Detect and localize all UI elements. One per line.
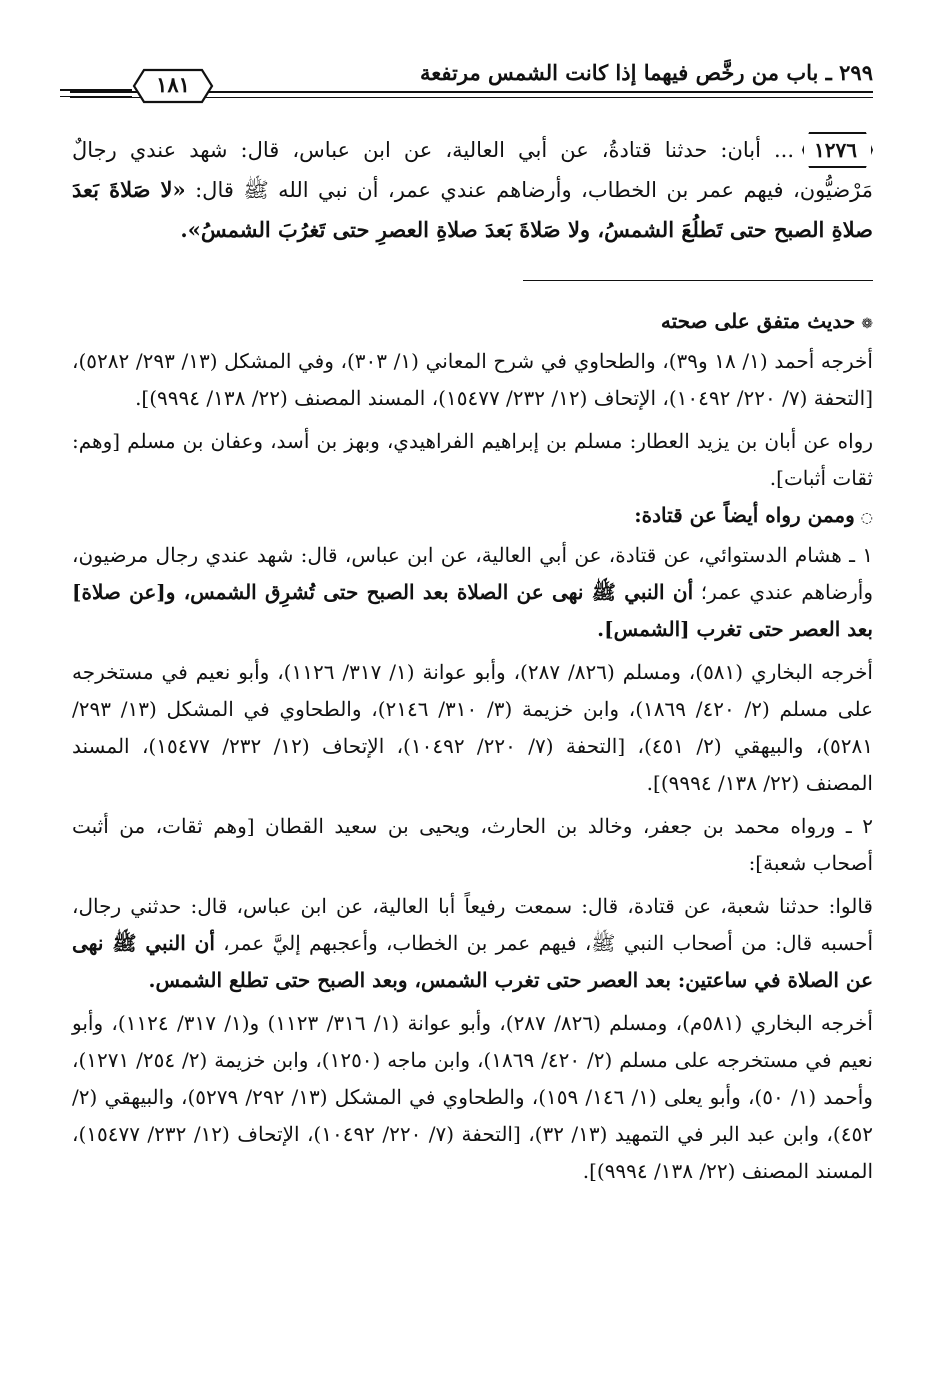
hadith-text: «لا صَلاةَ بَعدَ صلاةِ الصبح حتى تَطلُعَ الشمسُ، ولا صَلاةَ بَعدَ صلاةِ العصرِ حتى تَغرُبَ الشمسُ».: [72, 177, 873, 242]
grade-heading: [72, 303, 873, 343]
flower-bullet-icon: ❁: [861, 316, 873, 332]
route-1-matn: أن النبي ﷺ نهى عن الصلاة بعد الصبح حتى تُشرِق الشمس، و[عن صلاة] بعد العصر حتى تغرب [الشمس].: [72, 580, 873, 641]
route-1-paragraph: [72, 537, 873, 648]
footnote-separator: [523, 280, 873, 281]
chapter-title: ٢٩٩ ـ باب من رخَّص فيهما إذا كانت الشمس مرتفعة: [420, 60, 873, 85]
hadith-paragraph: [72, 130, 873, 250]
takhrij-paragraph-1: أخرجه أحمد (١/ ١٨ و٣٩)، والطحاوي في شرح المعاني (١/ ٣٠٣)، وفي المشكل (١٣/ ٢٩٣/ ٥٢٨٢)، [التحفة (٧/ ٢٢٠/ ١٠٤٩٢)، الإتحاف (١٢/ ٢٣٢/ ١٥٤٧٧)، المسند المصنف (٢٢/ ١٣٨/ ٩٩٩٤)].: [72, 349, 873, 410]
route-2-text: قالوا: حدثنا شعبة، عن قتادة، قال: سمعت رفيعاً أبا العالية، عن ابن عباس، قال: حدثني رجال، أحسبه قال: من أصحاب النبي ﷺ، فيهم عمر بن الخطاب، وأعجبهم إليَّ عمر،: [72, 894, 874, 955]
page-content: [72, 130, 873, 1190]
others-heading-text: وممن رواه أيضاً عن قتادة:: [634, 503, 855, 527]
route-2-matn: أن النبي ﷺ نهى عن الصلاة في ساعتين: بعد العصر حتى تغرب الشمس، وبعد الصبح حتى تطلع الشمس.: [72, 931, 873, 992]
route-2-text-paragraph: [72, 888, 873, 999]
takhrij-paragraph-3: أخرجه البخاري (٥٨١م)، ومسلم (٨٢٦/ ٢٨٧)، وأبو عوانة (١/ ٣١٦/ ١١٢٣) و(١/ ٣١٧/ ١١٢٤)، وأبو نعيم في مستخرجه على مسلم (٢/ ٤٢٠/ ١٨٦٩)، وابن ماجه (١٢٥٠)، وابن خزيمة (٢/ ٢٥٤/ ١٢٧١)، وأحمد (١/ ٥٠)، وأبو يعلى (١/ ١٤٦/ ١٥٩)، والطحاوي في المشكل (١٣/ ٢٩٢/ ٥٢٧٩)، والبيهقي (٢/ ٤٥٢)، وابن عبد البر في التمهيد (١٣/ ٣٢)، [التحفة (٧/ ٢٢٠/ ١٠٤٩٢)، الإتحاف (١٢/ ٢٣٢/ ١٥٤٧٧)، المسند المصنف (٢٢/ ١٣٨/ ٩٩٩٤)].: [72, 1011, 873, 1183]
route-2-paragraph: ٢ ـ ورواه محمد بن جعفر، وخالد بن الحارث، ويحيى بن سعيد القطان [وهم ثقات، من أثبت أصحاب شعبة]:: [72, 814, 873, 875]
page-header: [70, 55, 873, 100]
header-rule-left: [60, 89, 132, 97]
hadith-intro: ... أبان: حدثنا قتادةُ، عن أبي العالية، عن ابن عباس، قال: شهد عندي رجالٌ مَرْضيُّون، فيهم عمر بن الخطاب، وأرضاهم عندي عمر، أن نبي الله ﷺ قال:: [72, 138, 873, 202]
takhrij-paragraph-2: أخرجه البخاري (٥٨١)، ومسلم (٨٢٦/ ٢٨٧)، وأبو عوانة (١/ ٣١٧/ ١١٢٦)، وأبو نعيم في مستخرجه على مسلم (٢/ ٤٢٠/ ١٨٦٩)، وابن خزيمة (٣/ ٣١٠/ ٢١٤٦)، والطحاوي في المشكل (١٣/ ٢٩٣/ ٥٢٨١)، والبيهقي (٢/ ٤٥١)، [التحفة (٧/ ٢٢٠/ ١٠٤٩٢)، الإتحاف (١٢/ ٢٣٢/ ١٥٤٧٧)، المسند المصنف (٢٢/ ١٣٨/ ٩٩٩٤)].: [72, 660, 874, 795]
circle-bullet-icon: ◌: [860, 510, 873, 526]
page-number-badge: [132, 67, 214, 105]
others-heading: [72, 497, 873, 537]
grade-text: حديث متفق على صحته: [660, 309, 856, 333]
page-number: ١٨١: [156, 72, 190, 97]
route-1-text: ١ ـ هشام الدستوائي، عن قتادة، عن أبي العالية، عن ابن عباس، قال: شهد عندي رجال مرضيون، وأرضاهم عندي عمر؛: [72, 543, 873, 604]
narrators-paragraph: رواه عن أبان بن يزيد العطار: مسلم بن إبراهيم الفراهيدي، وبهز بن أسد، وعفان بن مسلم [وهم: ثقات أثبات].: [72, 429, 873, 490]
hadith-number: ١٢٧٦: [802, 130, 873, 170]
